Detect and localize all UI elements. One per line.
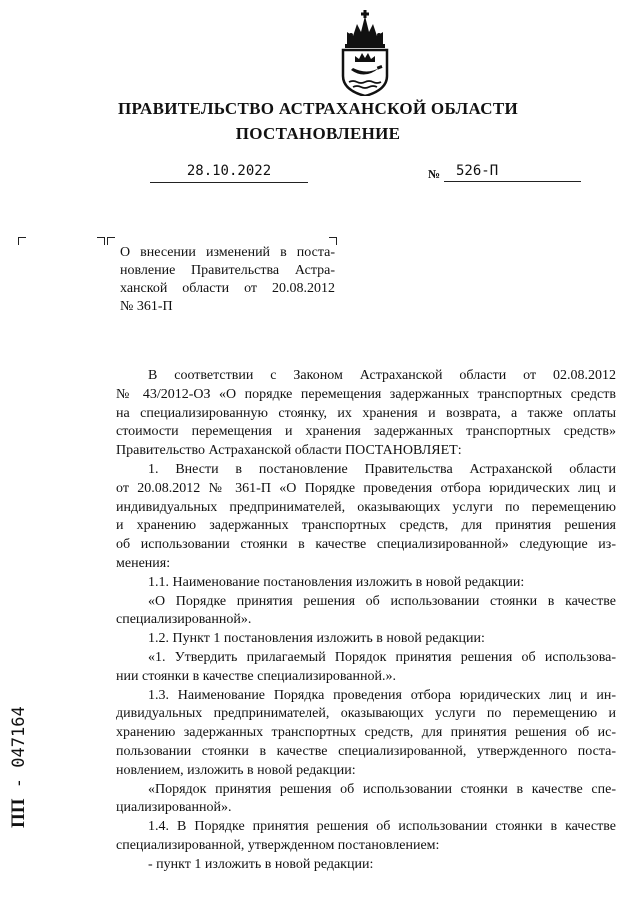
body-line: от 20.08.2012 № 361-П «О Порядке проведения отбора юридических лиц и [116,480,616,496]
serial-number: - 047164 [9,706,29,789]
body-line: нии стоянки в качестве специализированной.». [116,668,396,684]
document-body [116,367,616,875]
document-subject [120,244,335,316]
body-line: 1.2. Пункт 1 постановления изложить в новой редакции: [148,631,485,647]
body-line: и хранению задержанных транспортных средств, для принятия решения [116,518,616,534]
body-line: В соответствии с Законом Астраханской области от 02.08.2012 [148,368,616,383]
subject-corner-mark [107,237,115,245]
body-line: менения: [116,555,171,571]
body-line: новлением, изложить в новой редакции: [116,762,356,778]
organization-title: ПРАВИТЕЛЬСТВО АСТРАХАНСКОЙ ОБЛАСТИ [118,99,518,118]
document-number: 526-П [444,163,581,182]
side-serial-stamp [8,706,30,828]
body-line: об использовании стоянки в качестве специализированной» следующие из- [116,537,616,553]
body-line: 1.4. В Порядке принятия решения об использовании стоянки в качестве [148,819,616,835]
body-line: индивидуальных предпринимателей, оказывающих услуги по перемещению [116,499,616,515]
body-line: № 43/2012-ОЗ «О порядке перемещения задержанных транспортных средств [116,386,616,402]
body-line: специализированной». [116,612,252,628]
body-line: Правительство Астраханской области ПОСТАНОВЛЯЕТ: [116,443,462,459]
body-line: пользовании стоянки в качестве специализированной, утвержденного поста- [116,743,616,759]
body-line: 1.1. Наименование постановления изложить в новой редакции: [148,574,525,590]
document-type: ПОСТАНОВЛЕНИЕ [235,124,401,143]
body-line: хранению задержанных транспортных средств, для принятия решения об ис- [116,725,616,741]
document-date: 28.10.2022 [150,163,308,183]
margin-corner-mark [18,237,26,245]
body-line: стоимости перемещения и хранения задержанных транспортных средств» [116,424,616,440]
body-line: «О Порядке принятия решения об использовании стоянки в качестве [148,593,616,609]
body-line: «Порядок принятия решения об использовании стоянки в качестве спе- [148,781,616,797]
coat-of-arms-icon [333,10,397,96]
subject-line: новление Правительства Астра- [120,263,335,278]
body-line: на специализированную стоянку, их хранения и возврата, а также оплаты [116,405,616,421]
body-line: специализированной, утвержденном постановлением: [116,837,440,853]
body-line: дивидуальных предпринимателей, оказывающих услуги по перемещению и [116,706,616,722]
body-line: 1. Внести в постановление Правительства Астраханской области [148,461,616,477]
subject-line: № 361-П [120,299,173,314]
body-line: 1.3. Наименование Порядка проведения отбора юридических лиц и ин- [148,687,616,703]
subject-line: ханской области от 20.08.2012 [120,281,335,296]
body-line: циализированной». [116,800,232,816]
subject-line: О внесении изменений в поста- [120,245,335,260]
body-line: - пункт 1 изложить в новой редакции: [148,856,374,872]
number-label: № [428,167,441,181]
body-line: «1. Утвердить прилагаемый Порядок принятия решения об использова- [148,649,616,665]
serial-prefix: ПП [8,798,29,828]
margin-corner-mark [97,237,105,245]
